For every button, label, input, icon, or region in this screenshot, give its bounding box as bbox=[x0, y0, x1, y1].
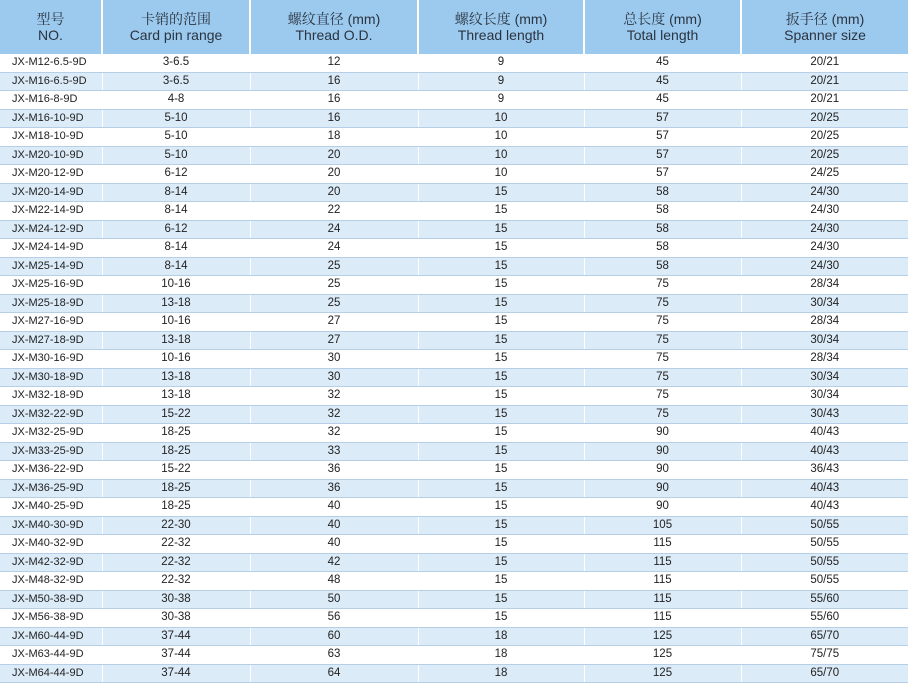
cell-spanner-size: 65/70 bbox=[741, 664, 908, 683]
table-row bbox=[0, 535, 908, 554]
table-row bbox=[0, 202, 908, 221]
cell-spanner-size: 20/25 bbox=[741, 146, 908, 165]
cell-thread-length: 15 bbox=[418, 572, 584, 591]
cell-model: JX-M30-18-9D bbox=[0, 368, 102, 387]
table-row bbox=[0, 405, 908, 424]
cell-total-length: 115 bbox=[584, 609, 741, 628]
cell-model: JX-M24-12-9D bbox=[0, 220, 102, 239]
header-label-cn: 卡销的范围 bbox=[141, 11, 211, 27]
cell-card-pin-range: 13-18 bbox=[102, 331, 250, 350]
cell-thread-length: 15 bbox=[418, 405, 584, 424]
cell-spanner-size: 30/34 bbox=[741, 331, 908, 350]
cell-thread-od: 32 bbox=[250, 424, 418, 443]
cell-card-pin-range: 8-14 bbox=[102, 202, 250, 221]
cell-card-pin-range: 5-10 bbox=[102, 146, 250, 165]
cell-spanner-size: 30/34 bbox=[741, 294, 908, 313]
cell-spanner-size: 40/43 bbox=[741, 498, 908, 517]
cell-model: JX-M63-44-9D bbox=[0, 646, 102, 665]
cell-model: JX-M20-14-9D bbox=[0, 183, 102, 202]
cell-total-length: 75 bbox=[584, 331, 741, 350]
cell-spanner-size: 50/55 bbox=[741, 572, 908, 591]
cell-thread-od: 25 bbox=[250, 257, 418, 276]
cell-model: JX-M48-32-9D bbox=[0, 572, 102, 591]
cell-thread-od: 16 bbox=[250, 109, 418, 128]
cell-model: JX-M22-14-9D bbox=[0, 202, 102, 221]
cell-card-pin-range: 15-22 bbox=[102, 405, 250, 424]
cell-thread-length: 15 bbox=[418, 331, 584, 350]
cell-model: JX-M50-38-9D bbox=[0, 590, 102, 609]
header-model bbox=[0, 0, 102, 54]
cell-model: JX-M18-10-9D bbox=[0, 128, 102, 147]
cell-model: JX-M16-8-9D bbox=[0, 91, 102, 110]
cell-total-length: 90 bbox=[584, 442, 741, 461]
cell-card-pin-range: 15-22 bbox=[102, 461, 250, 480]
cell-total-length: 57 bbox=[584, 128, 741, 147]
cell-total-length: 57 bbox=[584, 165, 741, 184]
cell-thread-length: 10 bbox=[418, 146, 584, 165]
cell-total-length: 125 bbox=[584, 627, 741, 646]
cell-total-length: 58 bbox=[584, 220, 741, 239]
cell-thread-length: 15 bbox=[418, 350, 584, 369]
cell-total-length: 90 bbox=[584, 424, 741, 443]
table-row bbox=[0, 128, 908, 147]
cell-model: JX-M25-14-9D bbox=[0, 257, 102, 276]
cell-spanner-size: 55/60 bbox=[741, 590, 908, 609]
cell-spanner-size: 24/30 bbox=[741, 220, 908, 239]
cell-thread-length: 15 bbox=[418, 442, 584, 461]
cell-total-length: 115 bbox=[584, 535, 741, 554]
cell-total-length: 125 bbox=[584, 664, 741, 683]
header-label-cn: 螺纹长度 (mm) bbox=[454, 11, 548, 27]
cell-model: JX-M27-18-9D bbox=[0, 331, 102, 350]
table-row bbox=[0, 516, 908, 535]
cell-total-length: 75 bbox=[584, 368, 741, 387]
header-thread-length bbox=[418, 0, 584, 54]
cell-thread-length: 15 bbox=[418, 461, 584, 480]
cell-model: JX-M30-16-9D bbox=[0, 350, 102, 369]
cell-spanner-size: 24/30 bbox=[741, 239, 908, 258]
cell-thread-od: 25 bbox=[250, 294, 418, 313]
header-label-en: Card pin range bbox=[129, 27, 223, 43]
cell-card-pin-range: 13-18 bbox=[102, 387, 250, 406]
cell-thread-od: 16 bbox=[250, 91, 418, 110]
table-row bbox=[0, 590, 908, 609]
cell-thread-od: 64 bbox=[250, 664, 418, 683]
header-label-cn: 扳手径 (mm) bbox=[785, 11, 865, 27]
cell-thread-length: 15 bbox=[418, 202, 584, 221]
cell-model: JX-M20-10-9D bbox=[0, 146, 102, 165]
cell-total-length: 75 bbox=[584, 294, 741, 313]
cell-thread-od: 36 bbox=[250, 479, 418, 498]
header-label-en: Total length bbox=[626, 27, 699, 43]
cell-model: JX-M24-14-9D bbox=[0, 239, 102, 258]
cell-spanner-size: 40/43 bbox=[741, 442, 908, 461]
table-row bbox=[0, 91, 908, 110]
cell-card-pin-range: 18-25 bbox=[102, 442, 250, 461]
cell-model: JX-M12-6.5-9D bbox=[0, 54, 102, 72]
cell-thread-od: 30 bbox=[250, 368, 418, 387]
cell-card-pin-range: 13-18 bbox=[102, 368, 250, 387]
cell-card-pin-range: 8-14 bbox=[102, 239, 250, 258]
cell-thread-od: 12 bbox=[250, 54, 418, 72]
cell-thread-length: 15 bbox=[418, 516, 584, 535]
cell-card-pin-range: 10-16 bbox=[102, 350, 250, 369]
table-row bbox=[0, 146, 908, 165]
table-row bbox=[0, 257, 908, 276]
cell-spanner-size: 20/21 bbox=[741, 54, 908, 72]
cell-card-pin-range: 8-14 bbox=[102, 257, 250, 276]
cell-thread-length: 15 bbox=[418, 479, 584, 498]
cell-card-pin-range: 37-44 bbox=[102, 646, 250, 665]
header-label-en: Spanner size bbox=[784, 27, 866, 43]
table-row bbox=[0, 331, 908, 350]
cell-spanner-size: 20/25 bbox=[741, 109, 908, 128]
table-row bbox=[0, 479, 908, 498]
cell-thread-od: 20 bbox=[250, 183, 418, 202]
cell-total-length: 115 bbox=[584, 590, 741, 609]
cell-model: JX-M56-38-9D bbox=[0, 609, 102, 628]
cell-card-pin-range: 30-38 bbox=[102, 590, 250, 609]
cell-thread-length: 15 bbox=[418, 368, 584, 387]
cell-spanner-size: 40/43 bbox=[741, 424, 908, 443]
header-label-en: Thread length bbox=[457, 27, 545, 43]
cell-card-pin-range: 22-32 bbox=[102, 572, 250, 591]
table-row bbox=[0, 294, 908, 313]
cell-thread-od: 32 bbox=[250, 387, 418, 406]
cell-model: JX-M25-18-9D bbox=[0, 294, 102, 313]
cell-thread-od: 27 bbox=[250, 331, 418, 350]
cell-spanner-size: 30/43 bbox=[741, 405, 908, 424]
table-header bbox=[0, 0, 908, 54]
cell-model: JX-M33-25-9D bbox=[0, 442, 102, 461]
table-row bbox=[0, 498, 908, 517]
cell-thread-od: 40 bbox=[250, 498, 418, 517]
cell-thread-od: 24 bbox=[250, 239, 418, 258]
header-label-cn: 型号 bbox=[36, 11, 65, 27]
cell-thread-length: 9 bbox=[418, 72, 584, 91]
cell-thread-od: 22 bbox=[250, 202, 418, 221]
cell-model: JX-M42-32-9D bbox=[0, 553, 102, 572]
cell-total-length: 58 bbox=[584, 239, 741, 258]
cell-thread-od: 33 bbox=[250, 442, 418, 461]
cell-total-length: 90 bbox=[584, 498, 741, 517]
cell-spanner-size: 24/30 bbox=[741, 257, 908, 276]
header-label-en: Thread O.D. bbox=[295, 27, 373, 43]
cell-thread-od: 25 bbox=[250, 276, 418, 295]
cell-thread-length: 15 bbox=[418, 183, 584, 202]
header-total-length bbox=[584, 0, 741, 54]
cell-spanner-size: 28/34 bbox=[741, 276, 908, 295]
cell-card-pin-range: 3-6.5 bbox=[102, 72, 250, 91]
cell-card-pin-range: 10-16 bbox=[102, 276, 250, 295]
cell-total-length: 105 bbox=[584, 516, 741, 535]
cell-thread-od: 40 bbox=[250, 535, 418, 554]
table-row bbox=[0, 424, 908, 443]
cell-card-pin-range: 22-32 bbox=[102, 553, 250, 572]
cell-card-pin-range: 18-25 bbox=[102, 479, 250, 498]
cell-total-length: 58 bbox=[584, 202, 741, 221]
cell-thread-od: 36 bbox=[250, 461, 418, 480]
cell-spanner-size: 30/34 bbox=[741, 387, 908, 406]
cell-spanner-size: 20/21 bbox=[741, 72, 908, 91]
cell-model: JX-M40-32-9D bbox=[0, 535, 102, 554]
cell-total-length: 75 bbox=[584, 350, 741, 369]
cell-card-pin-range: 8-14 bbox=[102, 183, 250, 202]
cell-spanner-size: 24/30 bbox=[741, 183, 908, 202]
cell-thread-length: 18 bbox=[418, 664, 584, 683]
cell-thread-length: 10 bbox=[418, 165, 584, 184]
header-label-cn: 总长度 (mm) bbox=[623, 11, 702, 27]
cell-spanner-size: 20/21 bbox=[741, 91, 908, 110]
cell-thread-od: 20 bbox=[250, 146, 418, 165]
cell-total-length: 75 bbox=[584, 387, 741, 406]
cell-thread-length: 15 bbox=[418, 257, 584, 276]
cell-thread-length: 10 bbox=[418, 128, 584, 147]
table-row bbox=[0, 72, 908, 91]
table-row bbox=[0, 627, 908, 646]
table-row bbox=[0, 183, 908, 202]
cell-thread-od: 27 bbox=[250, 313, 418, 332]
table-row bbox=[0, 461, 908, 480]
cell-thread-length: 18 bbox=[418, 627, 584, 646]
cell-card-pin-range: 4-8 bbox=[102, 91, 250, 110]
cell-model: JX-M27-16-9D bbox=[0, 313, 102, 332]
cell-total-length: 115 bbox=[584, 553, 741, 572]
cell-spanner-size: 28/34 bbox=[741, 350, 908, 369]
cell-thread-od: 18 bbox=[250, 128, 418, 147]
cell-total-length: 75 bbox=[584, 313, 741, 332]
cell-spanner-size: 20/25 bbox=[741, 128, 908, 147]
cell-thread-od: 48 bbox=[250, 572, 418, 591]
cell-model: JX-M25-16-9D bbox=[0, 276, 102, 295]
cell-thread-od: 42 bbox=[250, 553, 418, 572]
cell-thread-length: 10 bbox=[418, 109, 584, 128]
cell-card-pin-range: 30-38 bbox=[102, 609, 250, 628]
cell-spanner-size: 50/55 bbox=[741, 516, 908, 535]
cell-total-length: 115 bbox=[584, 572, 741, 591]
cell-spanner-size: 24/25 bbox=[741, 165, 908, 184]
cell-total-length: 75 bbox=[584, 276, 741, 295]
cell-spanner-size: 24/30 bbox=[741, 202, 908, 221]
table-row bbox=[0, 350, 908, 369]
cell-model: JX-M40-30-9D bbox=[0, 516, 102, 535]
cell-spanner-size: 50/55 bbox=[741, 535, 908, 554]
cell-model: JX-M36-22-9D bbox=[0, 461, 102, 480]
table-body bbox=[0, 54, 908, 683]
table-row bbox=[0, 609, 908, 628]
cell-card-pin-range: 5-10 bbox=[102, 109, 250, 128]
cell-thread-od: 56 bbox=[250, 609, 418, 628]
cell-model: JX-M32-18-9D bbox=[0, 387, 102, 406]
cell-total-length: 58 bbox=[584, 257, 741, 276]
cell-thread-length: 15 bbox=[418, 535, 584, 554]
cell-total-length: 75 bbox=[584, 405, 741, 424]
cell-thread-length: 15 bbox=[418, 590, 584, 609]
header-label-en: NO. bbox=[38, 27, 63, 43]
cell-model: JX-M36-25-9D bbox=[0, 479, 102, 498]
cell-thread-od: 20 bbox=[250, 165, 418, 184]
cell-thread-length: 15 bbox=[418, 294, 584, 313]
cell-thread-od: 63 bbox=[250, 646, 418, 665]
cell-spanner-size: 75/75 bbox=[741, 646, 908, 665]
cell-total-length: 57 bbox=[584, 109, 741, 128]
cell-card-pin-range: 22-32 bbox=[102, 535, 250, 554]
cell-total-length: 57 bbox=[584, 146, 741, 165]
table-row bbox=[0, 442, 908, 461]
header-card-pin-range bbox=[102, 0, 250, 54]
cell-thread-length: 15 bbox=[418, 387, 584, 406]
table-row bbox=[0, 276, 908, 295]
cell-total-length: 45 bbox=[584, 91, 741, 110]
table-row bbox=[0, 54, 908, 72]
cell-thread-length: 15 bbox=[418, 220, 584, 239]
cell-total-length: 125 bbox=[584, 646, 741, 665]
table-row bbox=[0, 646, 908, 665]
cell-spanner-size: 30/34 bbox=[741, 368, 908, 387]
cell-spanner-size: 55/60 bbox=[741, 609, 908, 628]
cell-total-length: 45 bbox=[584, 54, 741, 72]
table-row bbox=[0, 553, 908, 572]
cell-thread-length: 9 bbox=[418, 91, 584, 110]
cell-thread-length: 15 bbox=[418, 424, 584, 443]
cell-model: JX-M20-12-9D bbox=[0, 165, 102, 184]
table-row bbox=[0, 572, 908, 591]
cell-card-pin-range: 5-10 bbox=[102, 128, 250, 147]
cell-thread-length: 18 bbox=[418, 646, 584, 665]
cell-spanner-size: 65/70 bbox=[741, 627, 908, 646]
cell-card-pin-range: 37-44 bbox=[102, 664, 250, 683]
table-row bbox=[0, 165, 908, 184]
cell-thread-length: 15 bbox=[418, 239, 584, 258]
cell-thread-length: 15 bbox=[418, 276, 584, 295]
cell-spanner-size: 50/55 bbox=[741, 553, 908, 572]
cell-spanner-size: 40/43 bbox=[741, 479, 908, 498]
cell-thread-od: 32 bbox=[250, 405, 418, 424]
table-row bbox=[0, 387, 908, 406]
header-thread-od bbox=[250, 0, 418, 54]
cell-thread-od: 16 bbox=[250, 72, 418, 91]
table-row bbox=[0, 220, 908, 239]
cell-thread-od: 24 bbox=[250, 220, 418, 239]
cell-card-pin-range: 10-16 bbox=[102, 313, 250, 332]
cell-model: JX-M40-25-9D bbox=[0, 498, 102, 517]
cell-card-pin-range: 3-6.5 bbox=[102, 54, 250, 72]
cell-thread-od: 50 bbox=[250, 590, 418, 609]
cell-thread-length: 15 bbox=[418, 498, 584, 517]
cell-model: JX-M60-44-9D bbox=[0, 627, 102, 646]
cell-card-pin-range: 13-18 bbox=[102, 294, 250, 313]
cell-thread-od: 60 bbox=[250, 627, 418, 646]
cell-thread-od: 30 bbox=[250, 350, 418, 369]
cell-total-length: 90 bbox=[584, 461, 741, 480]
table-row bbox=[0, 109, 908, 128]
cell-thread-length: 15 bbox=[418, 553, 584, 572]
cell-card-pin-range: 18-25 bbox=[102, 424, 250, 443]
cell-spanner-size: 36/43 bbox=[741, 461, 908, 480]
cell-card-pin-range: 6-12 bbox=[102, 165, 250, 184]
table-row bbox=[0, 664, 908, 683]
cell-card-pin-range: 6-12 bbox=[102, 220, 250, 239]
cell-thread-length: 9 bbox=[418, 54, 584, 72]
cell-total-length: 58 bbox=[584, 183, 741, 202]
header-label-cn: 螺纹直径 (mm) bbox=[287, 11, 381, 27]
cell-total-length: 45 bbox=[584, 72, 741, 91]
table-row bbox=[0, 239, 908, 258]
cell-model: JX-M16-10-9D bbox=[0, 109, 102, 128]
header-row bbox=[0, 0, 908, 54]
cell-card-pin-range: 37-44 bbox=[102, 627, 250, 646]
table-row bbox=[0, 313, 908, 332]
cell-spanner-size: 28/34 bbox=[741, 313, 908, 332]
cell-model: JX-M64-44-9D bbox=[0, 664, 102, 683]
cell-model: JX-M32-22-9D bbox=[0, 405, 102, 424]
cell-card-pin-range: 18-25 bbox=[102, 498, 250, 517]
cell-thread-od: 40 bbox=[250, 516, 418, 535]
table-row bbox=[0, 368, 908, 387]
cell-thread-length: 15 bbox=[418, 313, 584, 332]
header-spanner-size bbox=[741, 0, 908, 54]
cell-card-pin-range: 22-30 bbox=[102, 516, 250, 535]
cell-model: JX-M32-25-9D bbox=[0, 424, 102, 443]
cell-total-length: 90 bbox=[584, 479, 741, 498]
cell-model: JX-M16-6.5-9D bbox=[0, 72, 102, 91]
cell-thread-length: 15 bbox=[418, 609, 584, 628]
